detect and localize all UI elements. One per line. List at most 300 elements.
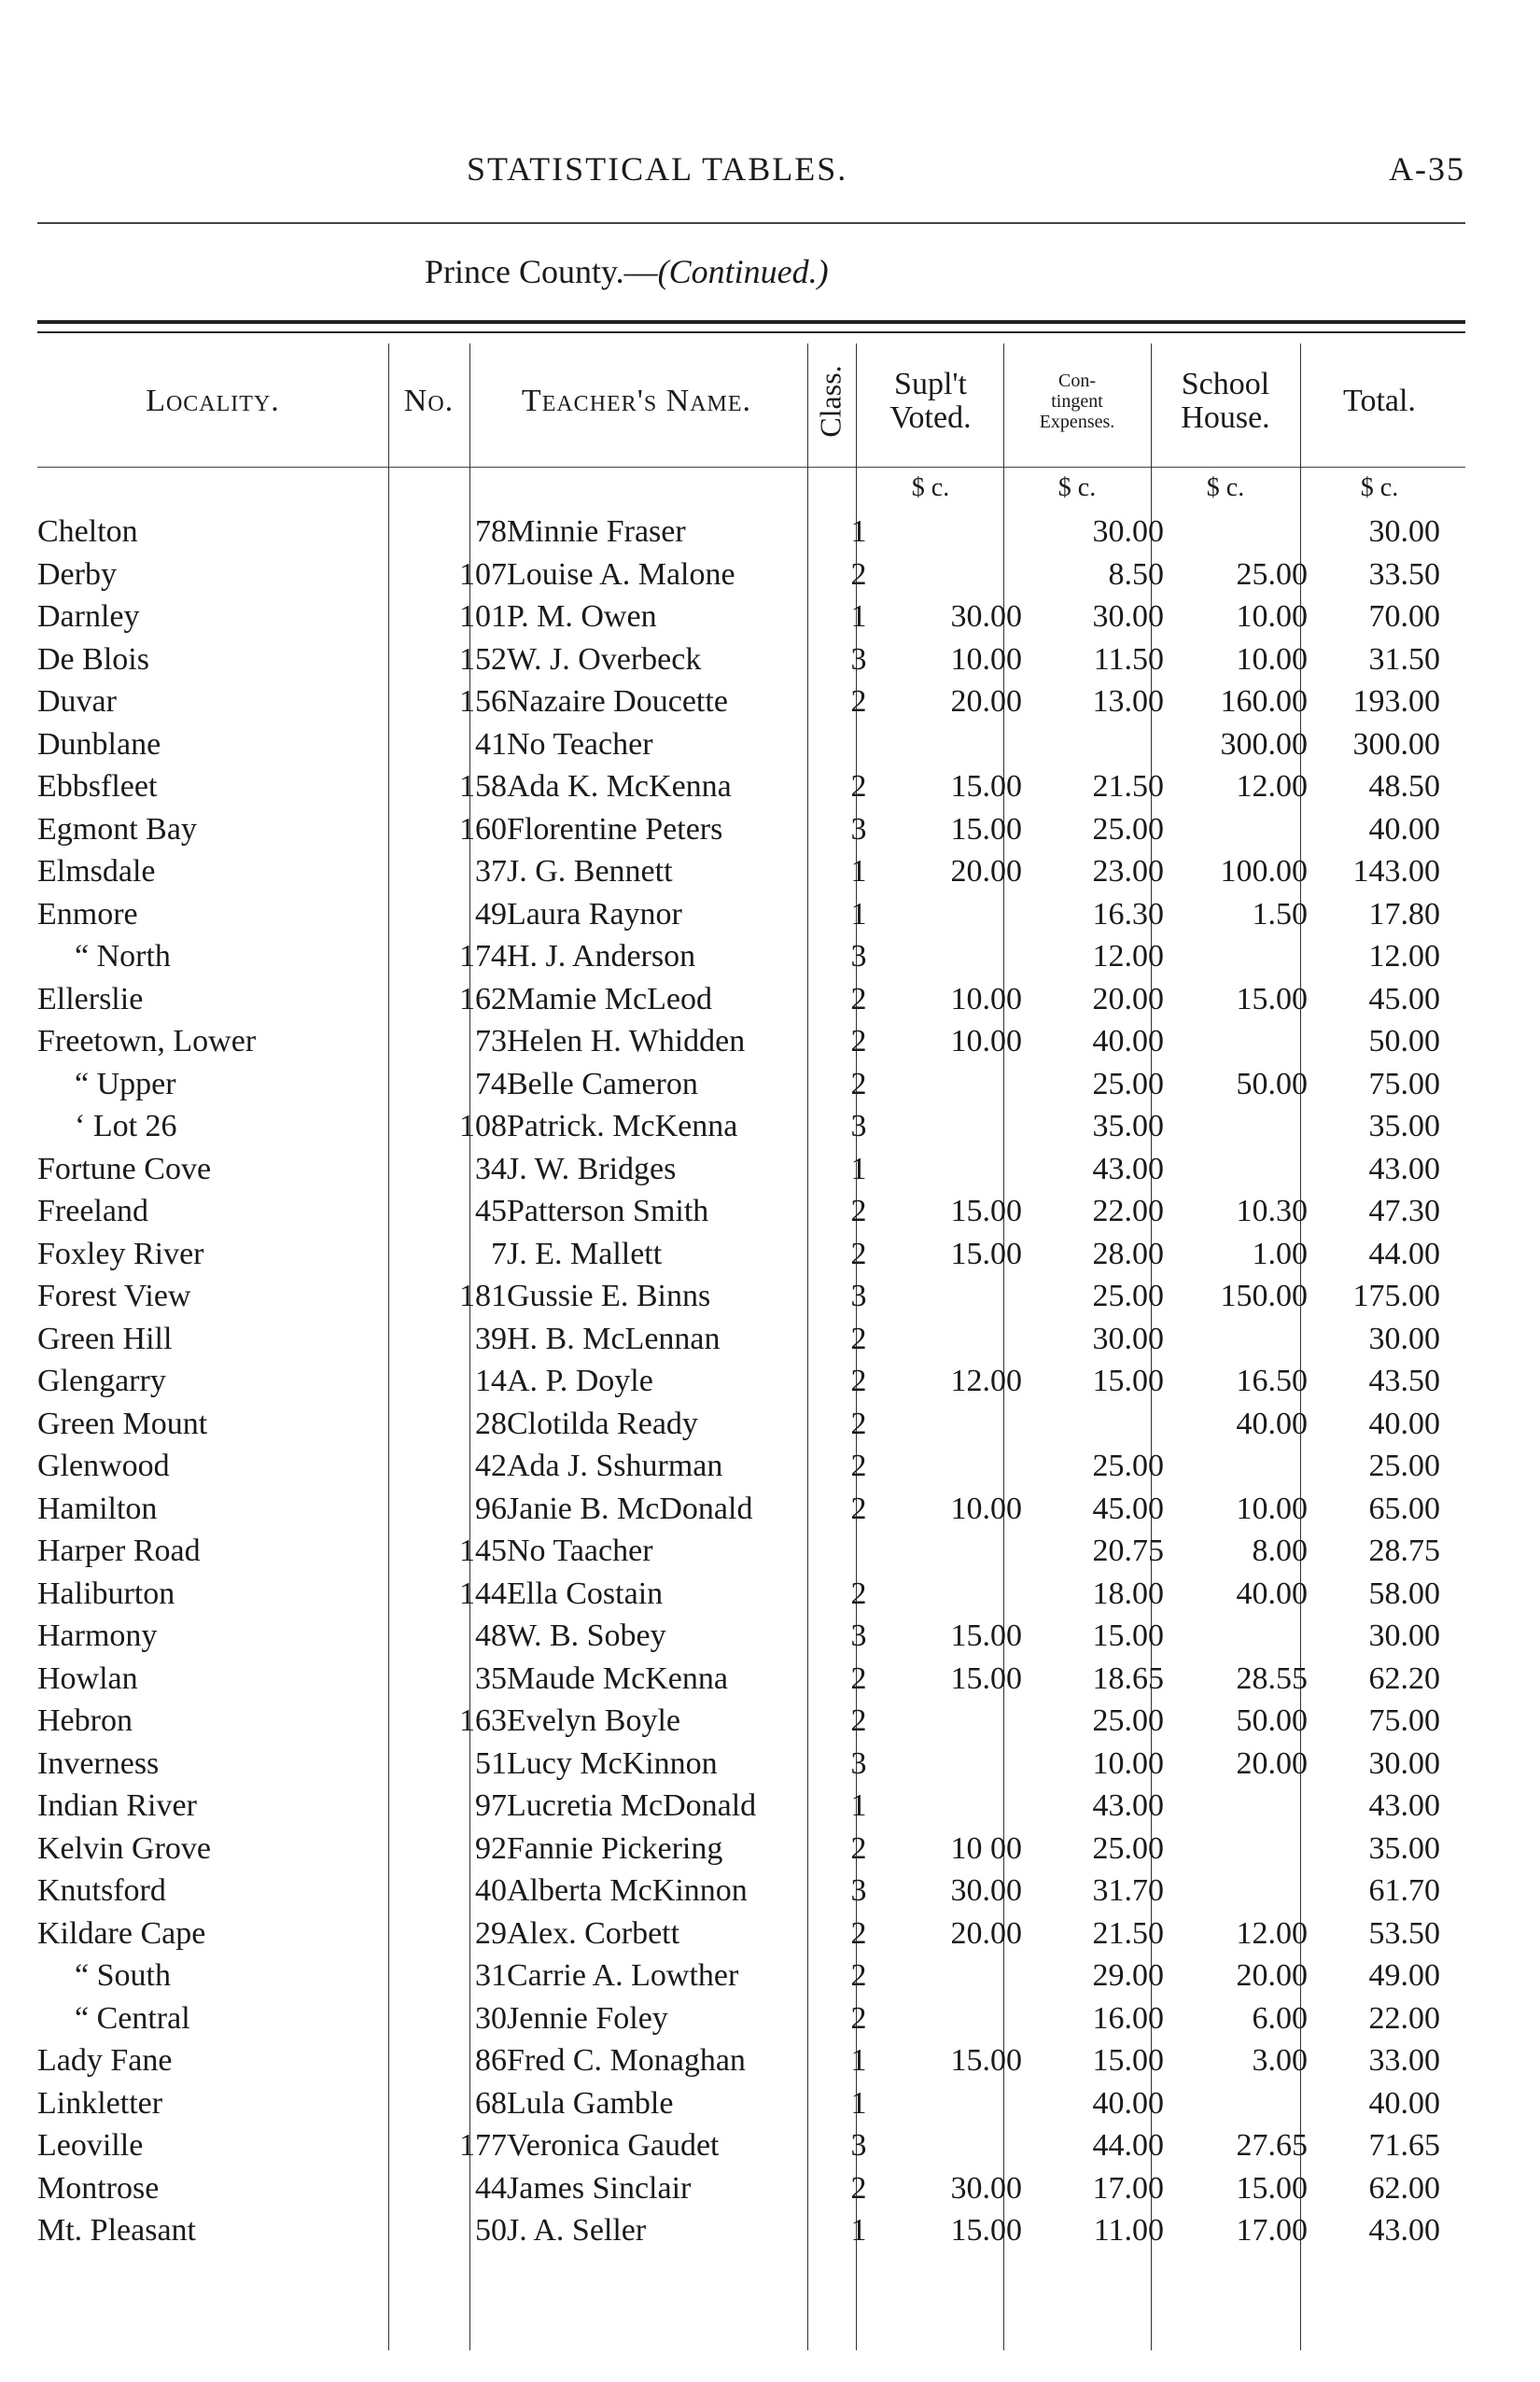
class-cell: 2 xyxy=(850,2170,867,2206)
table-row xyxy=(37,1445,1440,1488)
class-cell: 2 xyxy=(850,1321,867,1356)
locality-header: Locality. xyxy=(146,384,280,419)
contingent-expenses-cell: 16.00 xyxy=(1092,2000,1164,2036)
table-row xyxy=(37,723,1440,766)
school-number-cell: 162 xyxy=(459,981,507,1016)
table-subtitle xyxy=(425,252,829,291)
contingent-expenses-cell: 12.00 xyxy=(1092,939,1164,974)
school-house-cell: 100.00 xyxy=(1220,854,1308,889)
school-house-line2: House. xyxy=(1181,400,1270,435)
school-house-cell: 15.00 xyxy=(1236,2170,1308,2206)
total-cell: 35.00 xyxy=(1368,1830,1440,1866)
supl-voted-cell: 20.00 xyxy=(950,1915,1022,1951)
contingent-unit-label: $ c. xyxy=(1057,473,1097,502)
supl-voted-line2: Voted. xyxy=(889,400,972,435)
total-cell: 28.75 xyxy=(1368,1534,1440,1568)
class-cell: 2 xyxy=(850,1194,867,1228)
school-number-cell: 107 xyxy=(459,556,507,592)
contingent-expenses-cell: 35.00 xyxy=(1092,1109,1164,1143)
teacher-name-cell: James Sinclair xyxy=(507,2170,692,2206)
total-cell: 35.00 xyxy=(1368,1109,1440,1143)
school-number-cell: 40 xyxy=(475,1873,507,1908)
school-house-cell xyxy=(1164,1318,1308,1361)
statistics-table xyxy=(37,511,1440,2252)
supl-voted-cell: 30.00 xyxy=(950,1873,1022,1908)
school-number-cell: 145 xyxy=(459,1534,507,1568)
table-row xyxy=(37,935,1440,978)
total-cell: 75.00 xyxy=(1368,1066,1440,1101)
supl-voted-header xyxy=(858,345,1003,457)
table-row xyxy=(37,1233,1440,1276)
table-row xyxy=(37,680,1440,723)
total-cell: 45.00 xyxy=(1368,981,1440,1016)
total-cell: 193.00 xyxy=(1352,684,1440,719)
contingent-expenses-cell: 40.00 xyxy=(1092,1024,1164,1058)
school-number-cell: 152 xyxy=(459,641,507,677)
total-cell: 43.50 xyxy=(1368,1364,1440,1398)
contingent-expenses-cell: 15.00 xyxy=(1092,1364,1164,1398)
school-number-cell: 92 xyxy=(475,1830,507,1866)
table-row xyxy=(37,1573,1440,1616)
supl-voted-cell xyxy=(882,1275,1022,1318)
total-cell: 30.00 xyxy=(1368,1745,1440,1781)
total-cell: 143.00 xyxy=(1352,854,1440,889)
header-rule-thin xyxy=(37,331,1465,333)
class-cell: 3 xyxy=(850,2128,867,2163)
school-house-cell xyxy=(1164,511,1308,553)
teacher-name-cell: Carrie A. Lowther xyxy=(507,1958,739,1993)
page-number: A-35 xyxy=(1389,150,1465,188)
contingent-expenses-cell: 28.00 xyxy=(1092,1236,1164,1271)
supl-voted-cell xyxy=(882,2082,1022,2125)
class-cell: 1 xyxy=(850,854,867,889)
locality-cell: Forest View xyxy=(37,1279,191,1313)
school-house-cell xyxy=(1164,935,1308,978)
supl-voted-cell xyxy=(882,1445,1022,1488)
class-cell: 1 xyxy=(850,896,867,932)
supl-voted-cell: 10.00 xyxy=(950,1024,1022,1058)
supl-voted-cell: 10 00 xyxy=(950,1830,1022,1866)
supl-voted-cell: 15.00 xyxy=(950,1618,1022,1653)
supl-voted-cell: 10.00 xyxy=(950,641,1022,677)
total-cell: 48.50 xyxy=(1368,769,1440,804)
school-number-cell: 78 xyxy=(475,514,507,549)
teacher-name-cell: No Teacher xyxy=(507,726,653,762)
class-cell: 1 xyxy=(850,1151,867,1186)
locality-cell: “ North xyxy=(75,939,171,974)
teacher-name-cell: Veronica Gaudet xyxy=(507,2128,720,2163)
contingent-expenses-cell: 8.50 xyxy=(1108,556,1164,592)
locality-cell: Inverness xyxy=(37,1745,160,1781)
school-house-cell: 28.55 xyxy=(1236,1660,1308,1696)
total-header: Total. xyxy=(1343,384,1416,419)
school-number-cell: 44 xyxy=(475,2170,507,2206)
contingent-expenses-cell: 25.00 xyxy=(1092,1703,1164,1738)
locality-cell: Egmont Bay xyxy=(37,811,197,847)
school-house-cell: 40.00 xyxy=(1236,1576,1308,1611)
teacher-name-cell: J. A. Seller xyxy=(507,2213,647,2248)
total-unit-label: $ c. xyxy=(1360,473,1399,502)
school-number-cell: 160 xyxy=(459,811,507,847)
school-number-cell: 42 xyxy=(475,1449,507,1483)
school-house-cell: 150.00 xyxy=(1220,1279,1308,1313)
contingent-expenses-cell xyxy=(1022,1403,1164,1446)
supl-voted-cell xyxy=(882,1997,1022,2040)
teacher-name-cell: Patrick. McKenna xyxy=(507,1109,738,1143)
header-rule-thick xyxy=(37,320,1465,324)
school-house-cell: 50.00 xyxy=(1236,1066,1308,1101)
teacher-name-cell: W. J. Overbeck xyxy=(507,641,702,677)
school-house-cell: 160.00 xyxy=(1220,684,1308,719)
table-row xyxy=(37,1615,1440,1658)
supl-voted-cell: 20.00 xyxy=(950,684,1022,719)
teacher-name-cell: Jennie Foley xyxy=(507,2000,668,2036)
school-number-cell: 28 xyxy=(475,1406,507,1441)
table-row xyxy=(37,893,1440,936)
locality-cell: Glenwood xyxy=(37,1449,170,1483)
table-body xyxy=(37,511,1440,2252)
supl-voted-cell xyxy=(882,511,1022,553)
class-cell: 2 xyxy=(850,2000,867,2036)
contingent-expenses-cell: 22.00 xyxy=(1092,1194,1164,1228)
table-row xyxy=(37,1870,1440,1913)
supl-voted-cell xyxy=(882,723,1022,766)
supl-voted-cell xyxy=(882,1318,1022,1361)
locality-cell: Ellerslie xyxy=(37,981,144,1016)
table-row xyxy=(37,2124,1440,2167)
supl-voted-cell: 12.00 xyxy=(950,1364,1022,1398)
teacher-name-cell: H. B. McLennan xyxy=(507,1321,721,1356)
locality-cell: Indian River xyxy=(37,1788,197,1823)
locality-cell: Linkletter xyxy=(37,2085,163,2121)
supl-voted-cell: 10.00 xyxy=(950,1491,1022,1526)
school-house-cell: 10.30 xyxy=(1236,1194,1308,1228)
school-house-cell: 300.00 xyxy=(1220,726,1308,762)
locality-cell: “ Upper xyxy=(75,1066,176,1101)
school-number-cell: 96 xyxy=(475,1491,507,1526)
school-number-cell: 144 xyxy=(459,1576,507,1611)
table-row xyxy=(37,2039,1440,2082)
school-number-cell: 41 xyxy=(475,726,507,762)
supl-voted-cell: 30.00 xyxy=(950,2170,1022,2206)
continued-note: (Continued.) xyxy=(657,253,829,290)
total-cell: 62.20 xyxy=(1368,1660,1440,1696)
teacher-name-cell: Ada J. Sshurman xyxy=(507,1449,723,1483)
school-house-cell xyxy=(1164,1828,1308,1871)
class-cell: 2 xyxy=(850,684,867,719)
total-cell: 43.00 xyxy=(1368,1788,1440,1823)
contingent-expenses-cell: 29.00 xyxy=(1092,1958,1164,1993)
locality-cell: Green Mount xyxy=(37,1406,208,1441)
table-row xyxy=(37,1318,1440,1361)
total-cell: 300.00 xyxy=(1352,726,1440,762)
supl-voted-cell xyxy=(882,935,1022,978)
total-cell: 40.00 xyxy=(1368,1406,1440,1441)
table-row xyxy=(37,1913,1440,1955)
contingent-expenses-cell: 30.00 xyxy=(1092,1321,1164,1356)
class-cell: 1 xyxy=(850,1788,867,1823)
class-cell: 3 xyxy=(850,641,867,677)
class-cell: 2 xyxy=(850,1703,867,1738)
teacher-name-cell: Helen H. Whidden xyxy=(507,1024,746,1058)
class-cell: 2 xyxy=(850,981,867,1016)
locality-cell: Fortune Cove xyxy=(37,1151,212,1186)
locality-cell: Freeland xyxy=(37,1194,148,1228)
total-cell: 33.50 xyxy=(1368,556,1440,592)
table-row xyxy=(37,1063,1440,1106)
table-row xyxy=(37,1785,1440,1828)
table-row xyxy=(37,1275,1440,1318)
teacher-name-cell: Fannie Pickering xyxy=(507,1830,723,1866)
county-name: Prince County.— xyxy=(425,253,658,290)
teacher-name-cell: Maude McKenna xyxy=(507,1660,728,1696)
supl-voted-cell: 30.00 xyxy=(950,599,1022,634)
table-row xyxy=(37,1658,1440,1701)
school-number-cell: 48 xyxy=(475,1618,507,1653)
school-number-cell: 30 xyxy=(475,2000,507,2036)
teacher-name-cell: Lucretia McDonald xyxy=(507,1788,757,1823)
teacher-name-cell: A. P. Doyle xyxy=(507,1364,653,1398)
school-number-cell: 29 xyxy=(475,1915,507,1951)
school-house-cell: 20.00 xyxy=(1236,1958,1308,1993)
locality-cell: Enmore xyxy=(37,896,138,932)
supl-voted-cell xyxy=(882,1063,1022,1106)
class-cell: 2 xyxy=(850,1066,867,1101)
school-number-cell: 35 xyxy=(475,1660,507,1696)
class-cell: 2 xyxy=(850,1024,867,1058)
total-cell: 25.00 xyxy=(1368,1449,1440,1483)
supl-voted-cell: 15.00 xyxy=(950,2043,1022,2078)
total-cell: 40.00 xyxy=(1368,811,1440,847)
table-row xyxy=(37,1360,1440,1403)
supl-voted-cell xyxy=(882,1785,1022,1828)
teacher-name-cell: Belle Cameron xyxy=(507,1066,698,1101)
school-number-cell: 51 xyxy=(475,1745,507,1781)
school-house-cell: 1.50 xyxy=(1252,896,1308,932)
locality-cell: Dunblane xyxy=(37,726,161,762)
class-cell: 2 xyxy=(850,1830,867,1866)
class-cell: 3 xyxy=(850,1279,867,1313)
locality-cell: Darnley xyxy=(37,599,140,634)
total-cell: 33.00 xyxy=(1368,2043,1440,2078)
school-house-cell: 8.00 xyxy=(1252,1534,1308,1568)
teacher-name-cell: Clotilda Ready xyxy=(507,1406,698,1441)
total-cell: 175.00 xyxy=(1352,1279,1440,1313)
school-house-cell: 17.00 xyxy=(1236,2213,1308,2248)
teacher-name-cell: Laura Raynor xyxy=(507,896,682,932)
teacher-name-cell: Florentine Peters xyxy=(507,811,723,847)
contingent-expenses-cell: 10.00 xyxy=(1092,1745,1164,1781)
contingent-expenses-cell: 11.50 xyxy=(1093,641,1164,677)
school-number-cell: 68 xyxy=(475,2085,507,2121)
page-title: STATISTICAL TABLES. xyxy=(467,150,848,188)
teacher-name-cell: Evelyn Boyle xyxy=(507,1703,681,1738)
total-cell: 70.00 xyxy=(1368,599,1440,634)
school-house-cell xyxy=(1164,1445,1308,1488)
school-house-cell: 50.00 xyxy=(1236,1703,1308,1738)
table-row xyxy=(37,1190,1440,1233)
locality-cell: Kelvin Grove xyxy=(37,1830,212,1866)
school-house-cell: 10.00 xyxy=(1236,641,1308,677)
contingent-line3: Expenses. xyxy=(1039,412,1115,432)
supl-voted-cell xyxy=(882,1148,1022,1191)
class-cell: 2 xyxy=(850,1236,867,1271)
supl-voted-cell xyxy=(882,1530,1022,1573)
class-cell: 2 xyxy=(850,1576,867,1611)
total-cell: 30.00 xyxy=(1368,1618,1440,1653)
supl-voted-cell xyxy=(882,1105,1022,1148)
table-row xyxy=(37,553,1440,596)
locality-cell: Hamilton xyxy=(37,1491,158,1526)
locality-cell: Hebron xyxy=(37,1703,133,1738)
class-cell: 1 xyxy=(850,2043,867,2078)
school-house-cell xyxy=(1164,1870,1308,1913)
top-rule xyxy=(37,222,1465,224)
supl-voted-line1: Supl't xyxy=(894,367,967,402)
supl-voted-cell xyxy=(882,1955,1022,1997)
number-header: No. xyxy=(403,384,455,419)
class-cell xyxy=(835,1530,882,1573)
teacher-name-cell: Lula Gamble xyxy=(507,2085,674,2121)
class-cell: 2 xyxy=(850,1660,867,1696)
total-cell: 61.70 xyxy=(1368,1873,1440,1908)
total-cell: 49.00 xyxy=(1368,1958,1440,1993)
class-cell xyxy=(835,723,882,766)
school-house-cell: 27.65 xyxy=(1236,2128,1308,2163)
total-cell: 17.80 xyxy=(1368,896,1440,932)
total-cell: 31.50 xyxy=(1368,641,1440,677)
locality-cell: Montrose xyxy=(37,2170,160,2206)
contingent-expenses-cell: 30.00 xyxy=(1092,599,1164,634)
teacher-name-cell: J. W. Bridges xyxy=(507,1151,677,1186)
contingent-expenses-cell: 20.00 xyxy=(1092,981,1164,1016)
locality-cell: Foxley River xyxy=(37,1236,204,1271)
teacher-name-cell: Ella Costain xyxy=(507,1576,664,1611)
table-row xyxy=(37,1105,1440,1148)
contingent-expenses-cell xyxy=(1022,723,1164,766)
supl-voted-cell xyxy=(882,1403,1022,1446)
contingent-expenses-cell: 30.00 xyxy=(1092,514,1164,549)
supl-voted-cell: 15.00 xyxy=(950,1194,1022,1228)
supl-voted-cell: 10.00 xyxy=(950,981,1022,1016)
locality-cell: Elmsdale xyxy=(37,854,156,889)
locality-cell: Howlan xyxy=(37,1660,138,1696)
total-cell: 30.00 xyxy=(1368,1321,1440,1356)
school-number-cell: 74 xyxy=(475,1066,507,1101)
teacher-name-cell: No Taacher xyxy=(507,1534,653,1568)
contingent-expenses-cell: 23.00 xyxy=(1092,854,1164,889)
class-cell: 2 xyxy=(850,556,867,592)
contingent-expenses-cell: 40.00 xyxy=(1092,2085,1164,2121)
locality-cell: Kildare Cape xyxy=(37,1915,206,1951)
teacher-name-cell: J. G. Bennett xyxy=(507,854,673,889)
contingent-expenses-cell: 21.50 xyxy=(1092,1915,1164,1951)
locality-cell: Chelton xyxy=(37,514,138,549)
school-number-cell: 97 xyxy=(475,1788,507,1823)
school-house-cell xyxy=(1164,1148,1308,1191)
locality-cell: Mt. Pleasant xyxy=(37,2213,196,2248)
teacher-name-cell: Alex. Corbett xyxy=(507,1915,680,1951)
supl-voted-cell: 15.00 xyxy=(950,1236,1022,1271)
contingent-expenses-cell: 15.00 xyxy=(1092,2043,1164,2078)
table-row xyxy=(37,1700,1440,1743)
school-house-cell xyxy=(1164,808,1308,851)
school-house-cell: 40.00 xyxy=(1236,1406,1308,1441)
school-number-cell: 39 xyxy=(475,1321,507,1356)
locality-cell: Leoville xyxy=(37,2128,144,2163)
school-house-cell: 3.00 xyxy=(1252,2043,1308,2078)
class-cell: 2 xyxy=(850,1958,867,1993)
supl-voted-cell: 15.00 xyxy=(950,1660,1022,1696)
school-number-cell: 7 xyxy=(491,1236,507,1271)
class-cell: 3 xyxy=(850,811,867,847)
school-number-cell: 163 xyxy=(459,1703,507,1738)
locality-cell: “ Central xyxy=(75,2000,190,2036)
contingent-expenses-cell: 13.00 xyxy=(1092,684,1164,719)
teacher-name-cell: Minnie Fraser xyxy=(507,514,686,549)
supl-voted-cell xyxy=(882,893,1022,936)
school-number-cell: 101 xyxy=(459,599,507,634)
locality-cell: Derby xyxy=(37,556,117,592)
class-header-label: Class. xyxy=(813,365,847,438)
teacher-name-cell: Janie B. McDonald xyxy=(507,1491,753,1526)
school-number-cell: 158 xyxy=(459,769,507,804)
contingent-expenses-cell: 15.00 xyxy=(1092,1618,1164,1653)
contingent-line1: Con- xyxy=(1058,371,1096,391)
locality-cell: “ South xyxy=(75,1958,171,1993)
contingent-expenses-cell: 25.00 xyxy=(1092,1066,1164,1101)
table-row xyxy=(37,1530,1440,1573)
school-number-cell: 14 xyxy=(475,1364,507,1398)
supl-voted-cell: 15.00 xyxy=(950,2213,1022,2248)
teacher-name-cell: P. M. Owen xyxy=(507,599,657,634)
class-cell: 2 xyxy=(850,1406,867,1441)
teacher-name-cell: Gussie E. Binns xyxy=(507,1279,711,1313)
table-row xyxy=(37,596,1440,638)
school-number-cell: 31 xyxy=(475,1958,507,1993)
school-number-cell: 34 xyxy=(475,1151,507,1186)
total-cell: 43.00 xyxy=(1368,2213,1440,2248)
table-row xyxy=(37,978,1440,1021)
school-house-cell: 12.00 xyxy=(1236,1915,1308,1951)
teacher-name-cell: Nazaire Doucette xyxy=(507,684,728,719)
school-house-cell: 20.00 xyxy=(1236,1745,1308,1781)
class-cell: 2 xyxy=(850,1449,867,1483)
total-cell: 65.00 xyxy=(1368,1491,1440,1526)
class-cell: 3 xyxy=(850,939,867,974)
school-house-cell xyxy=(1164,1105,1308,1148)
locality-cell: De Blois xyxy=(37,641,149,677)
table-row xyxy=(37,1997,1440,2040)
locality-cell: Duvar xyxy=(37,684,117,719)
table-row xyxy=(37,511,1440,553)
school-number-cell: 156 xyxy=(459,684,507,719)
class-cell: 3 xyxy=(850,1109,867,1143)
contingent-expenses-cell: 16.30 xyxy=(1092,896,1164,932)
school-number-cell: 50 xyxy=(475,2213,507,2248)
contingent-expenses-cell: 31.70 xyxy=(1092,1873,1164,1908)
supl-unit-label: $ c. xyxy=(911,473,950,502)
total-cell: 47.30 xyxy=(1368,1194,1440,1228)
supl-voted-cell xyxy=(882,553,1022,596)
school-house-cell: 15.00 xyxy=(1236,981,1308,1016)
teacher-name-cell: Louise A. Malone xyxy=(507,556,735,592)
table-row xyxy=(37,1020,1440,1063)
teacher-name-cell: Fred C. Monaghan xyxy=(507,2043,746,2078)
table-row xyxy=(37,2167,1440,2210)
teacher-name-cell: Patterson Smith xyxy=(507,1194,709,1228)
total-cell: 71.65 xyxy=(1368,2128,1440,2163)
